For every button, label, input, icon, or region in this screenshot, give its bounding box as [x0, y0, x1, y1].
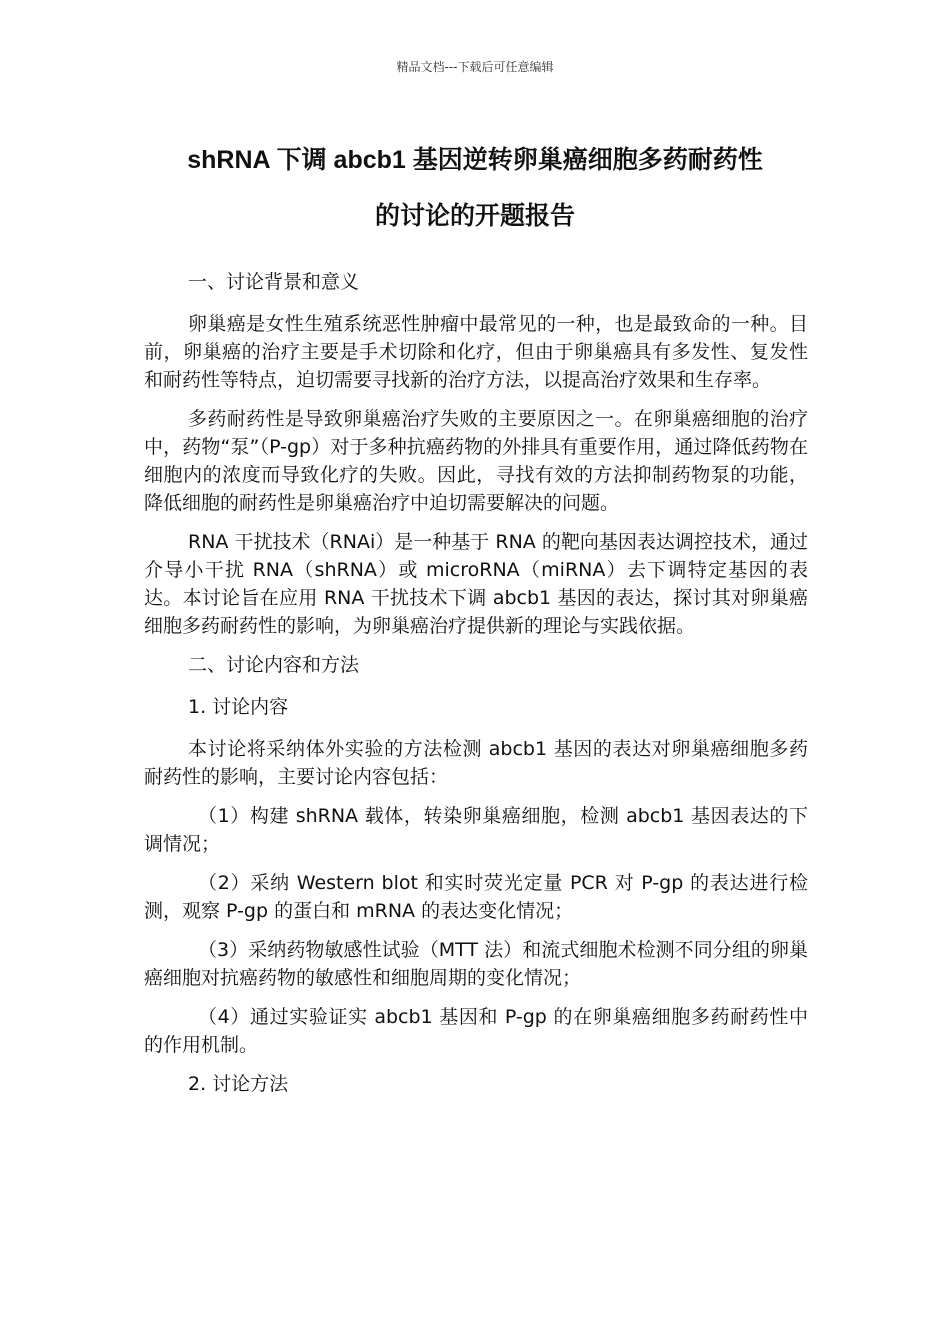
- list-item: （2）采纳 Western blot 和实时荧光定量 PCR 对 P-gp 的表达进行检测，观察 P-gp 的蛋白和 mRNA 的表达变化情况；: [144, 872, 808, 922]
- list-item: （1）构建 shRNA 载体，转染卵巢癌细胞，检测 abcb1 基因表达的下调情况；: [144, 805, 808, 855]
- paragraph-ovarian-cancer: 卵巢癌是女性生殖系统恶性肿瘤中最常见的一种，也是最致命的一种。目前，卵巢癌的治疗主要是手术切除和化疗，但由于卵巢癌具有多发性、复发性和耐药性等特点，迫切需要寻找新的治疗方法，以提高治疗效果和生存率。: [144, 313, 808, 391]
- document-body: [144, 268, 808, 1112]
- header-note: 精品文档---下载后可任意编辑: [396, 60, 554, 74]
- list-item: （4）通过实验证实 abcb1 基因和 P-gp 的在卵巢癌细胞多药耐药性中的作用机制。: [144, 1006, 808, 1056]
- document-title-line-2: 的讨论的开题报告: [374, 202, 575, 230]
- paragraph-rnai: RNA 干扰技术（RNAi）是一种基于 RNA 的靶向基因表达调控技术，通过介导小干扰 RNA（shRNA）或 microRNA（miRNA）去下调特定基因的表达。本讨论旨在应用 RNA 干扰技术下调 abcb1 基因的表达，探讨其对卵巢癌细胞多药耐药性的影响，为卵巢癌治疗提供新的理论与实践依据。: [144, 531, 808, 637]
- paragraph-multidrug-resistance: 多药耐药性是导致卵巢癌治疗失败的主要原因之一。在卵巢癌细胞的治疗中，药物“泵”（P-gp）对于多种抗癌药物的外排具有重要作用，通过降低药物在细胞内的浓度而导致化疗的失败。因此，寻找有效的方法抑制药物泵的功能，降低细胞的耐药性是卵巢癌治疗中迫切需要解决的问题。: [144, 408, 808, 514]
- subheading-content: 1. 讨论内容: [188, 696, 289, 718]
- section-heading-content-methods: 二、讨论内容和方法: [188, 654, 360, 676]
- list-item: （3）采纳药物敏感性试验（MTT 法）和流式细胞术检测不同分组的卵巢癌细胞对抗癌药物的敏感性和细胞周期的变化情况；: [144, 939, 808, 989]
- document-title-line-1: shRNA 下调 abcb1 基因逆转卵巢癌细胞多药耐药性: [187, 146, 763, 174]
- subheading-methods: 2. 讨论方法: [188, 1073, 289, 1095]
- section-heading-background: 一、讨论背景和意义: [188, 271, 360, 293]
- paragraph-content-intro: 本讨论将采纳体外实验的方法检测 abcb1 基因的表达对卵巢癌细胞多药耐药性的影响，主要讨论内容包括：: [144, 738, 808, 788]
